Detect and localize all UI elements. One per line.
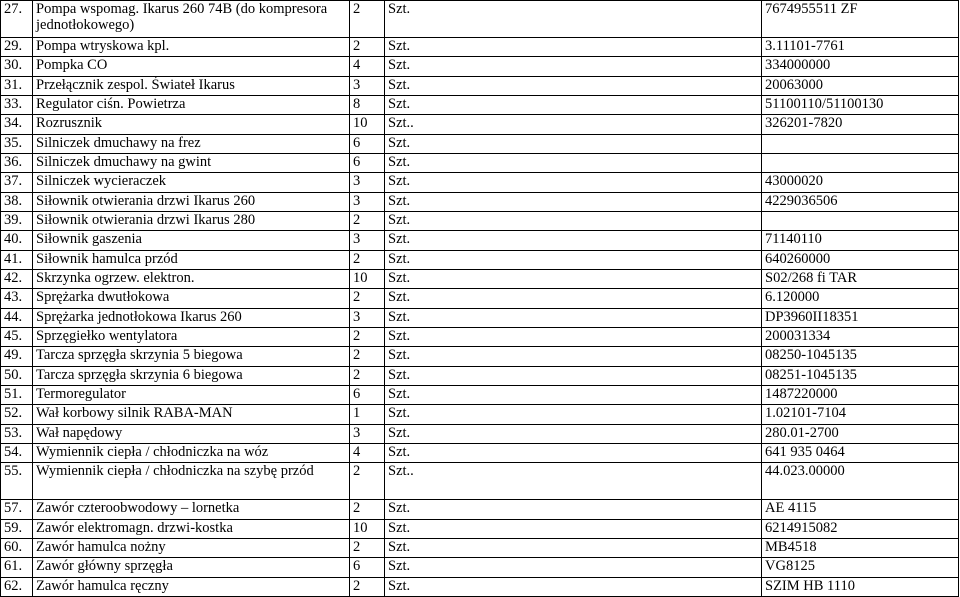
item-number: 61. (1, 558, 33, 577)
item-name: Wymiennik ciepła / chłodniczka na wóz (33, 443, 350, 462)
item-part-code: 51100110/51100130 (762, 95, 959, 114)
item-unit: Szt. (385, 95, 762, 114)
table-row (1, 134, 959, 153)
table-row (1, 173, 959, 192)
table-row (1, 211, 959, 230)
table-row (1, 443, 959, 462)
item-name: Siłownik otwierania drzwi Ikarus 260 (33, 192, 350, 211)
item-number: 36. (1, 153, 33, 172)
item-part-code: DP3960II18351 (762, 308, 959, 327)
item-part-code: 326201-7820 (762, 115, 959, 134)
item-quantity: 6 (350, 134, 385, 153)
item-unit: Szt. (385, 327, 762, 346)
item-name: Silniczek wycieraczek (33, 173, 350, 192)
item-unit: Szt. (385, 1, 762, 38)
item-quantity: 2 (350, 463, 385, 500)
item-part-code: 334000000 (762, 57, 959, 76)
item-name: Termoregulator (33, 385, 350, 404)
item-part-code: 71140110 (762, 231, 959, 250)
item-number: 31. (1, 76, 33, 95)
item-number: 50. (1, 366, 33, 385)
table-row (1, 385, 959, 404)
table-row (1, 38, 959, 57)
item-unit: Szt. (385, 76, 762, 95)
table-row (1, 76, 959, 95)
item-name: Zawór czteroobwodowy – lornetka (33, 500, 350, 519)
item-quantity: 2 (350, 1, 385, 38)
item-unit: Szt. (385, 385, 762, 404)
item-quantity: 3 (350, 308, 385, 327)
item-name: Zawór hamulca ręczny (33, 577, 350, 596)
item-part-code (762, 134, 959, 153)
item-number: 59. (1, 519, 33, 538)
item-unit: Szt. (385, 500, 762, 519)
item-name: Regulator ciśn. Powietrza (33, 95, 350, 114)
item-unit: Szt.. (385, 463, 762, 500)
item-unit: Szt. (385, 211, 762, 230)
item-unit: Szt. (385, 134, 762, 153)
item-quantity: 3 (350, 173, 385, 192)
item-quantity: 2 (350, 289, 385, 308)
item-unit: Szt. (385, 366, 762, 385)
item-part-code: 1.02101-7104 (762, 405, 959, 424)
item-quantity: 2 (350, 538, 385, 557)
item-part-code: 640260000 (762, 250, 959, 269)
item-unit: Szt. (385, 192, 762, 211)
item-part-code: 7674955511 ZF (762, 1, 959, 38)
item-number: 54. (1, 443, 33, 462)
item-number: 29. (1, 38, 33, 57)
item-unit: Szt. (385, 558, 762, 577)
table-row (1, 405, 959, 424)
item-part-code: 4229036506 (762, 192, 959, 211)
item-unit: Szt. (385, 308, 762, 327)
item-part-code: 200031334 (762, 327, 959, 346)
table-row (1, 1, 959, 38)
table-row (1, 538, 959, 557)
table-row (1, 231, 959, 250)
item-number: 45. (1, 327, 33, 346)
item-name: Pompa wspomag. Ikarus 260 74B (do kompresora jednotłokowego) (33, 1, 350, 38)
item-part-code: AE 4115 (762, 500, 959, 519)
item-quantity: 2 (350, 38, 385, 57)
table-row (1, 289, 959, 308)
item-name: Przełącznik zespol. Świateł Ikarus (33, 76, 350, 95)
item-unit: Szt. (385, 577, 762, 596)
item-unit: Szt. (385, 231, 762, 250)
item-number: 60. (1, 538, 33, 557)
item-name: Pompa wtryskowa kpl. (33, 38, 350, 57)
item-unit: Szt. (385, 38, 762, 57)
table-row (1, 327, 959, 346)
item-quantity: 4 (350, 57, 385, 76)
item-part-code: SZIM HB 1110 (762, 577, 959, 596)
table-row (1, 308, 959, 327)
item-part-code: VG8125 (762, 558, 959, 577)
item-number: 35. (1, 134, 33, 153)
item-number: 44. (1, 308, 33, 327)
item-part-code: 6214915082 (762, 519, 959, 538)
item-name: Silniczek dmuchawy na gwint (33, 153, 350, 172)
item-quantity: 6 (350, 153, 385, 172)
item-name: Skrzynka ogrzew. elektron. (33, 269, 350, 288)
item-name: Tarcza sprzęgła skrzynia 5 biegowa (33, 347, 350, 366)
item-quantity: 4 (350, 443, 385, 462)
item-part-code: 43000020 (762, 173, 959, 192)
item-quantity: 2 (350, 347, 385, 366)
item-number: 33. (1, 95, 33, 114)
item-name: Siłownik otwierania drzwi Ikarus 280 (33, 211, 350, 230)
parts-table-body (1, 1, 959, 597)
item-name: Rozrusznik (33, 115, 350, 134)
item-quantity: 3 (350, 192, 385, 211)
item-quantity: 3 (350, 424, 385, 443)
item-unit: Szt. (385, 57, 762, 76)
item-quantity: 2 (350, 577, 385, 596)
table-row (1, 192, 959, 211)
item-unit: Szt. (385, 269, 762, 288)
item-quantity: 2 (350, 500, 385, 519)
item-quantity: 6 (350, 385, 385, 404)
item-number: 51. (1, 385, 33, 404)
item-unit: Szt. (385, 289, 762, 308)
item-number: 57. (1, 500, 33, 519)
item-name: Wał napędowy (33, 424, 350, 443)
item-quantity: 2 (350, 211, 385, 230)
item-quantity: 8 (350, 95, 385, 114)
item-unit: Szt. (385, 153, 762, 172)
item-quantity: 3 (350, 76, 385, 95)
item-name: Siłownik gaszenia (33, 231, 350, 250)
table-row (1, 95, 959, 114)
item-part-code: 3.11101-7761 (762, 38, 959, 57)
item-unit: Szt. (385, 405, 762, 424)
table-row (1, 519, 959, 538)
item-quantity: 6 (350, 558, 385, 577)
item-number: 55. (1, 463, 33, 500)
item-quantity: 10 (350, 115, 385, 134)
item-name: Sprzęgiełko wentylatora (33, 327, 350, 346)
table-row (1, 250, 959, 269)
item-name: Pompka CO (33, 57, 350, 76)
item-number: 34. (1, 115, 33, 134)
item-quantity: 3 (350, 231, 385, 250)
item-number: 30. (1, 57, 33, 76)
item-unit: Szt. (385, 173, 762, 192)
item-number: 39. (1, 211, 33, 230)
table-row (1, 500, 959, 519)
table-row (1, 577, 959, 596)
item-quantity: 10 (350, 519, 385, 538)
item-unit: Szt. (385, 538, 762, 557)
item-unit: Szt.. (385, 115, 762, 134)
item-number: 43. (1, 289, 33, 308)
item-name: Sprężarka jednotłokowa Ikarus 260 (33, 308, 350, 327)
item-part-code: 08250-1045135 (762, 347, 959, 366)
item-number: 38. (1, 192, 33, 211)
item-number: 40. (1, 231, 33, 250)
item-quantity: 2 (350, 250, 385, 269)
item-name: Wymiennik ciepła / chłodniczka na szybę przód (33, 463, 350, 500)
item-name: Silniczek dmuchawy na frez (33, 134, 350, 153)
table-row (1, 424, 959, 443)
item-part-code: 1487220000 (762, 385, 959, 404)
item-number: 52. (1, 405, 33, 424)
item-part-code: 20063000 (762, 76, 959, 95)
item-number: 27. (1, 1, 33, 38)
table-row (1, 57, 959, 76)
item-name: Sprężarka dwutłokowa (33, 289, 350, 308)
item-name: Siłownik hamulca przód (33, 250, 350, 269)
item-name: Tarcza sprzęgła skrzynia 6 biegowa (33, 366, 350, 385)
item-number: 53. (1, 424, 33, 443)
item-part-code: 641 935 0464 (762, 443, 959, 462)
table-row (1, 269, 959, 288)
item-part-code: 44.023.00000 (762, 463, 959, 500)
item-number: 41. (1, 250, 33, 269)
item-part-code: S02/268 fi TAR (762, 269, 959, 288)
item-name: Zawór elektromagn. drzwi-kostka (33, 519, 350, 538)
table-row (1, 463, 959, 500)
item-quantity: 10 (350, 269, 385, 288)
item-quantity: 2 (350, 327, 385, 346)
item-quantity: 1 (350, 405, 385, 424)
item-number: 42. (1, 269, 33, 288)
item-name: Zawór główny sprzęgła (33, 558, 350, 577)
item-quantity: 2 (350, 366, 385, 385)
table-row (1, 347, 959, 366)
item-part-code: 08251-1045135 (762, 366, 959, 385)
item-part-code: 280.01-2700 (762, 424, 959, 443)
table-row (1, 558, 959, 577)
item-part-code: MB4518 (762, 538, 959, 557)
item-unit: Szt. (385, 250, 762, 269)
item-name: Wał korbowy silnik RABA-MAN (33, 405, 350, 424)
item-unit: Szt. (385, 347, 762, 366)
item-number: 37. (1, 173, 33, 192)
table-row (1, 366, 959, 385)
item-unit: Szt. (385, 443, 762, 462)
item-name: Zawór hamulca nożny (33, 538, 350, 557)
item-unit: Szt. (385, 424, 762, 443)
item-part-code (762, 211, 959, 230)
item-part-code (762, 153, 959, 172)
table-row (1, 115, 959, 134)
item-number: 62. (1, 577, 33, 596)
item-number: 49. (1, 347, 33, 366)
table-row (1, 153, 959, 172)
item-part-code: 6.120000 (762, 289, 959, 308)
item-unit: Szt. (385, 519, 762, 538)
